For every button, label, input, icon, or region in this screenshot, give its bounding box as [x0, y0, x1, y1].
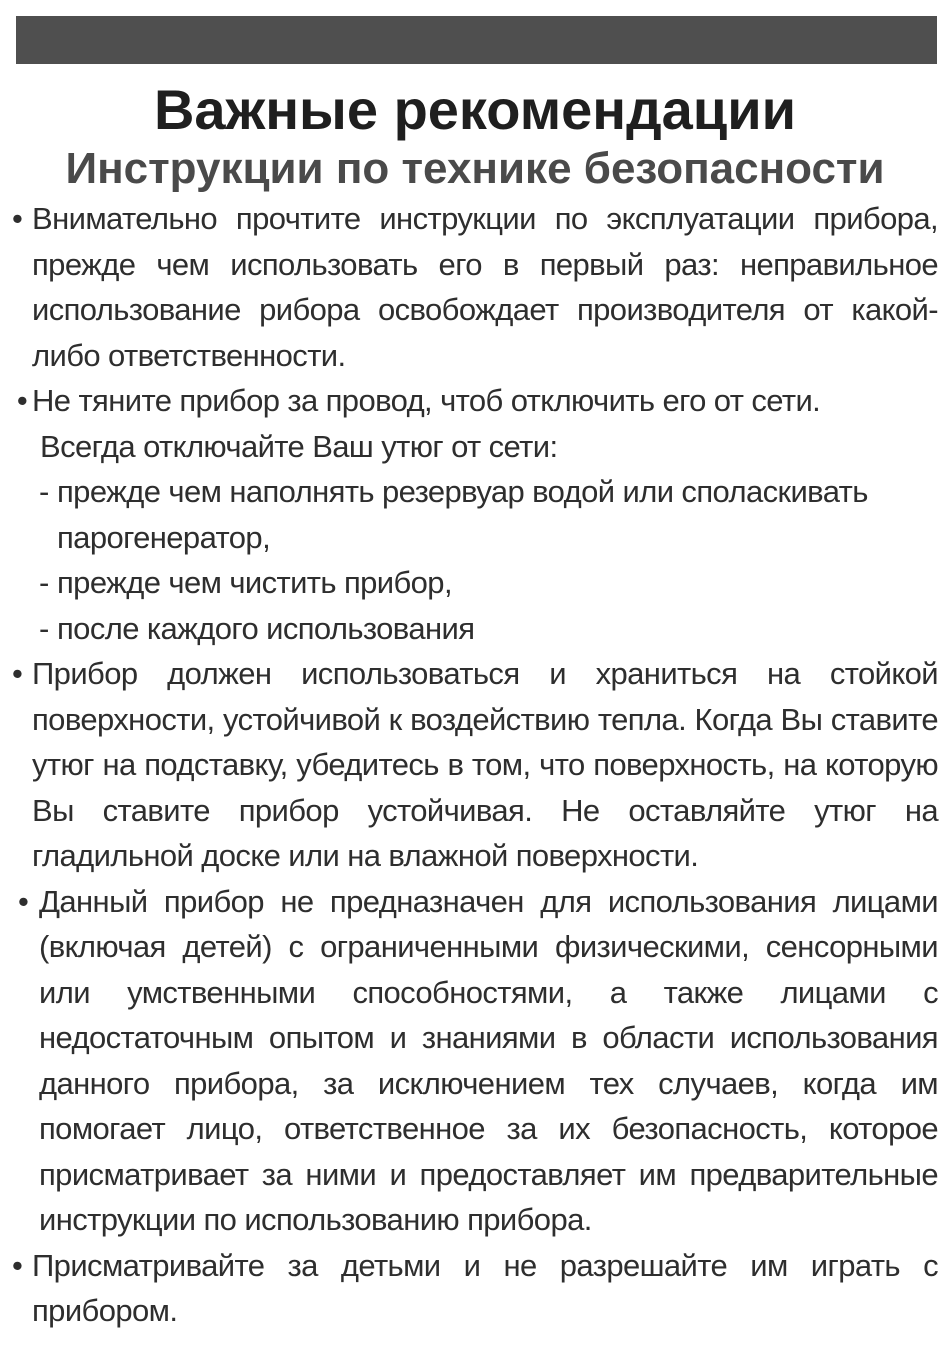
bullet-icon: •: [12, 1247, 23, 1283]
list-item-subtext: Всегда отключайте Ваш утюг от сети:: [40, 428, 558, 464]
bullet-icon: •: [12, 656, 23, 691]
dash-icon: -: [39, 474, 49, 509]
page-subtitle: Инструкции по технике безопасности: [65, 144, 885, 193]
bullet-icon: •: [12, 201, 23, 236]
list-item-text: Не тяните прибор за провод, чтоб отключить его от сети.: [32, 383, 821, 418]
list-item: [12, 879, 938, 1243]
list-item: [12, 651, 938, 879]
sub-list-item: [12, 606, 938, 652]
sub-list-item-text: прежде чем чистить прибор,: [57, 565, 452, 600]
sub-list-item: [12, 560, 938, 606]
sub-list-item-text: прежде чем наполнять резервуар водой или споласкивать парогенератор,: [57, 474, 868, 555]
list-item-text: Внимательно прочтите инструкции по эксплуатации прибора, прежде чем использовать его в первый раз: неправильное использование рибора освобождает производителя от какой-либо ответственности.: [32, 201, 938, 373]
sub-list-item-text: после каждого использования: [57, 610, 475, 646]
list-item-text: Присматривайте за детьми и не разрешайте им играть с прибором.: [32, 1247, 938, 1328]
list-item-text: Прибор должен использоваться и храниться на стойкой поверхности, устойчивой к воздействию тепла. Когда Вы ставите утюг на подставку, убедитесь в том, что поверхность, на которую Вы ставите прибор устойчивая. Не оставляйте утюг на гладильной доске или на влажной поверхности.: [32, 656, 938, 873]
bullet-icon: •: [16, 383, 28, 418]
list-item: [12, 1243, 938, 1334]
dash-icon: -: [39, 610, 49, 646]
bullet-icon: •: [18, 883, 29, 919]
safety-instructions-list: [12, 196, 938, 1334]
list-item: [12, 378, 938, 469]
page-title: Важные рекомендации: [153, 78, 797, 141]
dash-icon: -: [39, 565, 49, 600]
header-bar: [16, 16, 937, 64]
list-item-text: Данный прибор не предназначен для использования лицами (включая детей) с ограниченными физическими, сенсорными или умственными способностями, а также лицами с недостаточным опытом и знаниями в области использования данного прибора, за исключением тех случаев, когда им помогает лицо, ответственное за их безопасность, которое присматривает за ними и предоставляет им предварительные инструкции по использованию прибора.: [39, 883, 938, 1237]
sub-list-item: [12, 469, 938, 560]
list-item: [12, 196, 938, 378]
